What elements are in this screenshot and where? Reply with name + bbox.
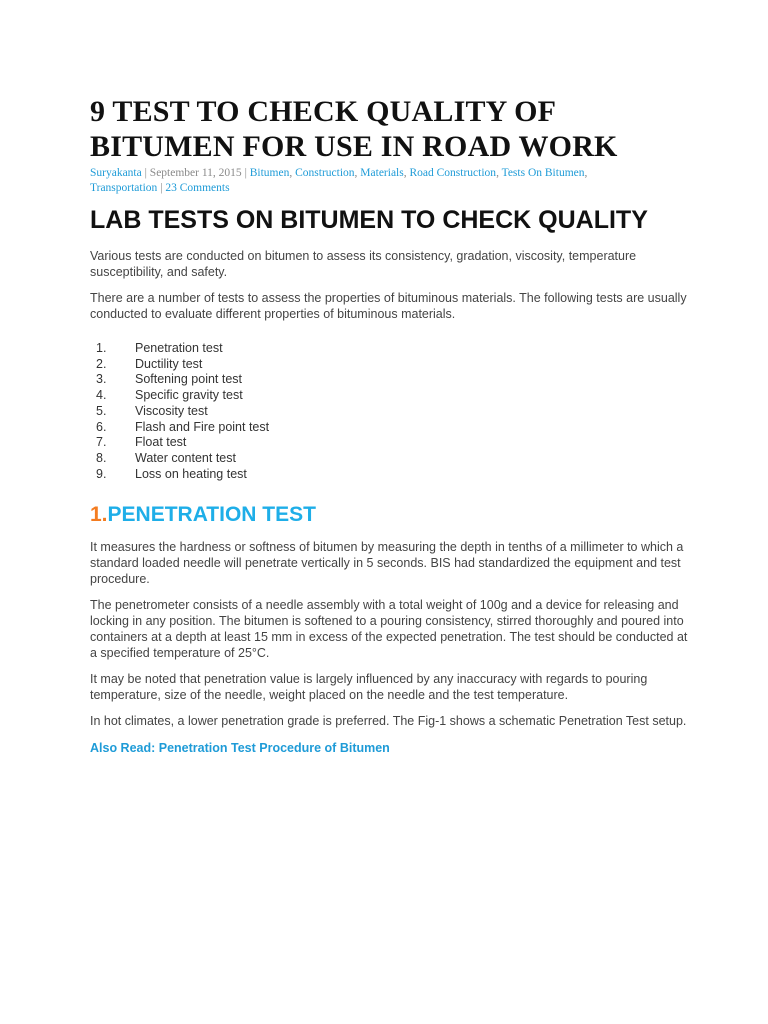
list-item-number: 8. bbox=[96, 450, 107, 465]
list-item-label: Ductility test bbox=[135, 356, 203, 371]
post-date: September 11, 2015 bbox=[149, 167, 242, 179]
category-link-construction[interactable]: Construction bbox=[295, 167, 355, 179]
list-item-number: 2. bbox=[96, 356, 107, 371]
section-title: LAB TESTS ON BITUMEN TO CHECK QUALITY bbox=[90, 206, 648, 234]
category-link-road-construction[interactable]: Road Construction bbox=[409, 167, 497, 179]
list-item bbox=[90, 435, 690, 451]
list-item bbox=[90, 420, 690, 436]
meta-separator: | bbox=[241, 167, 250, 179]
list-item-label: Water content test bbox=[135, 450, 236, 465]
list-item-label: Flash and Fire point test bbox=[135, 419, 270, 434]
list-item-number: 4. bbox=[96, 388, 107, 403]
article bbox=[90, 94, 690, 756]
list-item bbox=[90, 404, 690, 420]
list-item bbox=[90, 388, 690, 404]
intro-paragraph-1: Various tests are conducted on bitumen to assess its consistency, gradation, viscosity, temperature susceptibility, and safety. bbox=[90, 249, 637, 279]
article-meta: Suryakanta | September 11, 2015 | Bitumen, Construction, Materials, Road Construction, Tests On Bitumen, Transportation | 23 Comments bbox=[90, 167, 588, 194]
meta-separator: | bbox=[141, 167, 150, 179]
meta-separator: | bbox=[157, 182, 166, 194]
also-read-link[interactable]: Also Read: Penetration Test Procedure of Bitumen bbox=[90, 741, 390, 756]
penetration-paragraph-2: The penetrometer consists of a needle assembly with a total weight of 100g and a device for releasing and locking in any position. The bitumen is softened to a pouring consistency, stirred thoroughly and poured into containers at a depth at least 15 mm in excess of the expected penetration. The test should be conducted at a specified temperature of 25°C. bbox=[90, 598, 688, 661]
category-link-transportation[interactable]: Transportation bbox=[90, 182, 158, 194]
category-link-tests-on-bitumen[interactable]: Tests On Bitumen bbox=[501, 167, 585, 179]
list-item-label: Softening point test bbox=[135, 372, 243, 387]
list-item-label: Penetration test bbox=[135, 341, 223, 355]
list-item-number: 1. bbox=[96, 341, 107, 355]
author-link[interactable]: Suryakanta bbox=[90, 167, 142, 179]
list-item bbox=[90, 451, 690, 467]
list-item-label: Viscosity test bbox=[135, 403, 208, 418]
list-item-label: Loss on heating test bbox=[135, 466, 247, 481]
list-item bbox=[90, 467, 690, 483]
heading-number: 1. bbox=[90, 503, 108, 527]
penetration-paragraph-1: It measures the hardness or softness of bitumen by measuring the depth in tenths of a millimeter to which a standard loaded needle will penetrate vertically in 5 seconds. BIS had standardized the equipment and test procedure. bbox=[90, 540, 684, 587]
list-item-number: 3. bbox=[96, 372, 107, 387]
tests-list bbox=[90, 341, 690, 482]
comments-link[interactable]: 23 Comments bbox=[165, 182, 230, 194]
list-item-number: 9. bbox=[96, 466, 107, 481]
article-title: 9 TEST TO CHECK QUALITY OF BITUMEN FOR USE IN ROAD WORK bbox=[90, 95, 618, 163]
list-item-number: 7. bbox=[96, 435, 107, 450]
list-item bbox=[90, 341, 690, 357]
list-item bbox=[90, 372, 690, 388]
penetration-paragraph-4: In hot climates, a lower penetration grade is preferred. The Fig-1 shows a schematic Penetration Test setup. bbox=[90, 714, 687, 729]
category-link-bitumen[interactable]: Bitumen bbox=[249, 167, 290, 179]
category-link-materials[interactable]: Materials bbox=[360, 167, 404, 179]
penetration-test-heading bbox=[90, 502, 690, 528]
list-item-number: 6. bbox=[96, 419, 107, 434]
heading-text: PENETRATION TEST bbox=[107, 503, 316, 527]
list-item-number: 5. bbox=[96, 403, 107, 418]
list-item bbox=[90, 357, 690, 373]
intro-paragraph-2: There are a number of tests to assess the properties of bituminous materials. The following tests are usually conducted to evaluate different properties of bituminous materials. bbox=[90, 291, 687, 321]
list-item-label: Specific gravity test bbox=[135, 388, 243, 403]
penetration-paragraph-3: It may be noted that penetration value is largely influenced by any inaccuracy with regards to pouring temperature, size of the needle, weight placed on the needle and the test temperature. bbox=[90, 672, 648, 703]
list-item-label: Float test bbox=[135, 435, 187, 450]
